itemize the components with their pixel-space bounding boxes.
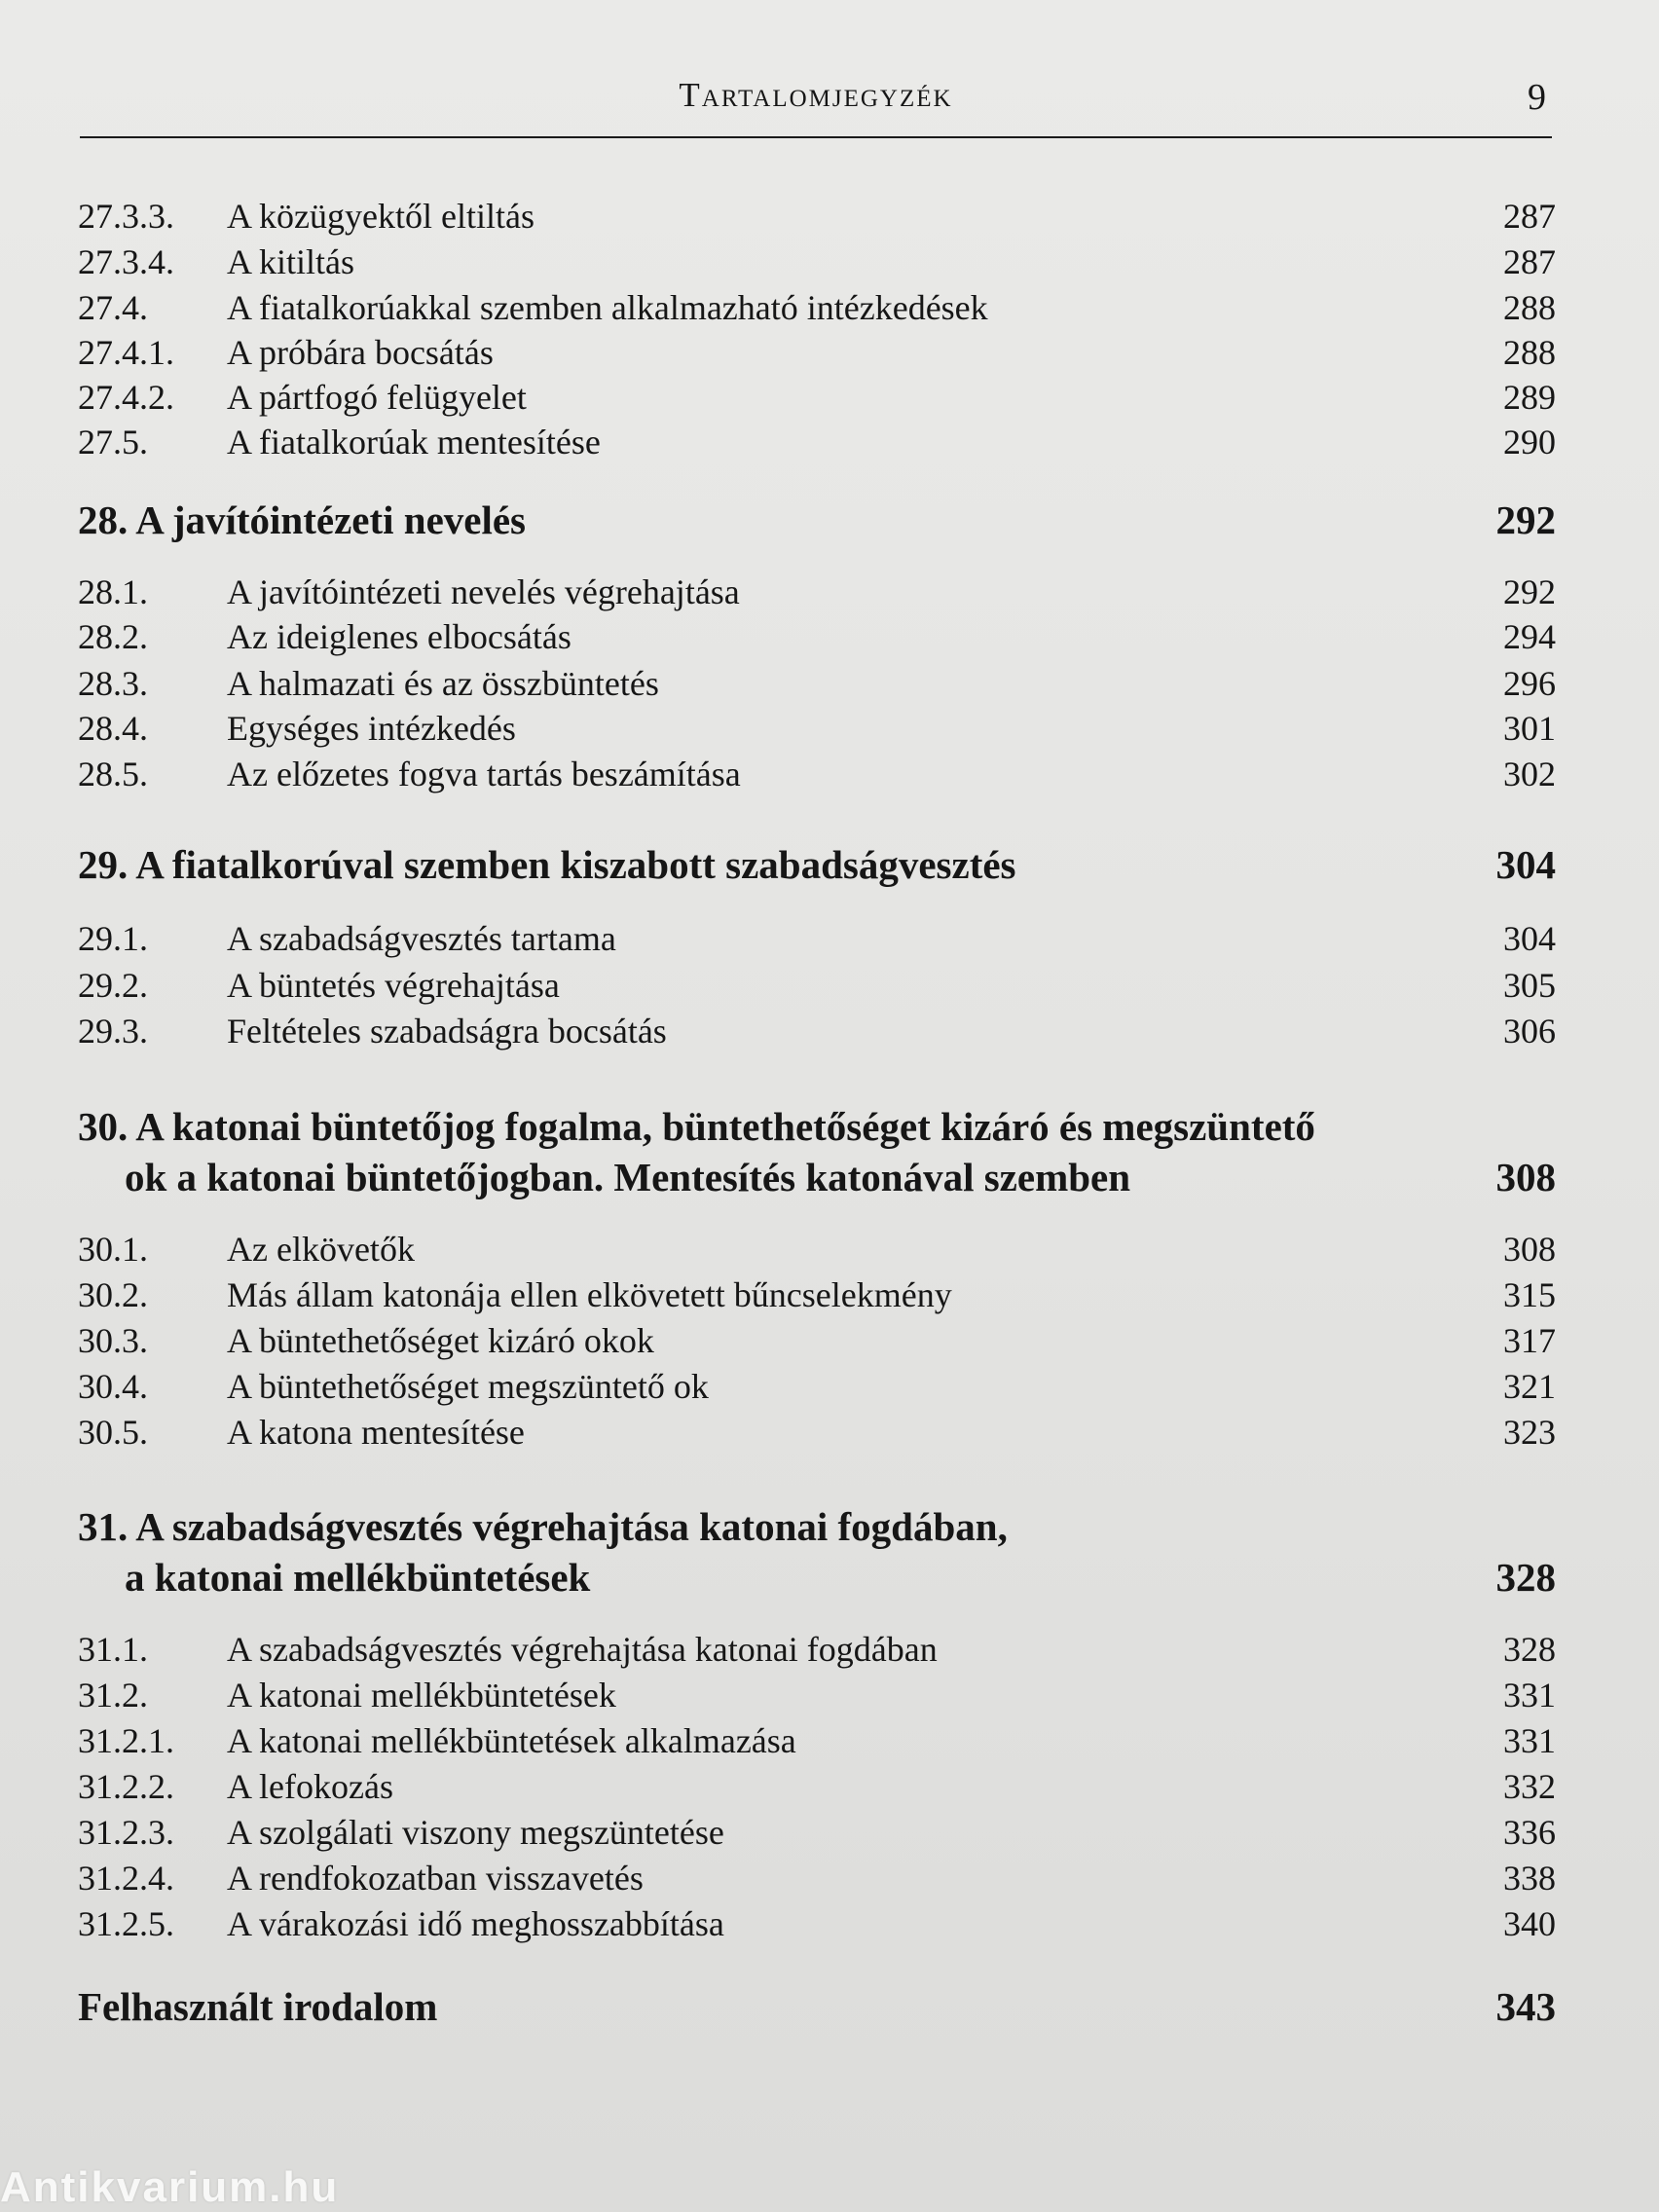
section-page-number: 292 [1503, 572, 1556, 611]
section-number: 28.2. [78, 617, 148, 656]
toc-entry [76, 962, 1556, 1009]
section-number: 27.3.4. [78, 242, 174, 281]
section-page-number: 331 [1503, 1721, 1556, 1760]
chapter-heading [76, 1981, 1556, 2032]
section-number: 27.3.3. [78, 197, 174, 236]
section-title: A szabadságvesztés tartama [227, 919, 616, 958]
chapter-title-continued: a katonai mellékbüntetések [125, 1555, 591, 1600]
running-header [78, 76, 1554, 125]
section-title: A büntethetőséget megszüntető ok [227, 1367, 709, 1406]
toc-entry [76, 1272, 1556, 1318]
toc-entry [76, 1226, 1556, 1272]
section-number: 30.1. [78, 1230, 148, 1269]
section-title: Az előzetes fogva tartás beszámítása [227, 755, 741, 793]
section-title: A katonai mellékbüntetések alkalmazása [227, 1721, 796, 1760]
section-number: 27.4.2. [78, 378, 174, 417]
chapter-heading [76, 1501, 1556, 1603]
chapter-heading [76, 1101, 1556, 1202]
section-page-number: 287 [1503, 197, 1556, 236]
section-page-number: 296 [1503, 664, 1556, 703]
section-page-number: 331 [1503, 1676, 1556, 1714]
section-title: Feltételes szabadságra bocsátás [227, 1012, 667, 1051]
section-number: 30.2. [78, 1275, 148, 1314]
section-page-number: 306 [1503, 1012, 1556, 1051]
section-title: Egységes intézkedés [227, 709, 516, 748]
chapter-page-number: 343 [1495, 1984, 1556, 2029]
section-title: A lefokozás [227, 1767, 393, 1806]
section-title: A várakozási idő meghosszabbítása [227, 1904, 724, 1943]
section-number: 30.3. [78, 1321, 148, 1360]
toc-entry [76, 1900, 1556, 1947]
section-page-number: 340 [1503, 1904, 1556, 1943]
section-title: A szabadságvesztés végrehajtása katonai fogdában [227, 1630, 938, 1669]
toc-entry [76, 1008, 1556, 1054]
section-title: A közügyektől eltiltás [227, 197, 535, 236]
section-title: A szolgálati viszony megszüntetése [227, 1813, 724, 1852]
section-title: A fiatalkorúak mentesítése [227, 423, 601, 461]
toc-entry [76, 419, 1556, 465]
section-page-number: 288 [1503, 333, 1556, 372]
section-number: 27.5. [78, 423, 148, 461]
section-page-number: 323 [1503, 1413, 1556, 1452]
section-page-number: 288 [1503, 288, 1556, 327]
section-title: A próbára bocsátás [227, 333, 494, 372]
section-number: 30.4. [78, 1367, 148, 1406]
section-number: 31.2.3. [78, 1813, 174, 1852]
section-title: Az ideiglenes elbocsátás [227, 617, 571, 656]
chapter-heading [76, 839, 1556, 890]
page-number: 9 [1528, 77, 1546, 118]
chapter-title: 31. A szabadságvesztés végrehajtása katonai fogdában, [78, 1504, 1008, 1549]
toc-entry [76, 1763, 1556, 1810]
section-page-number: 304 [1503, 919, 1556, 958]
toc-entry [76, 239, 1556, 285]
toc-entry [76, 1317, 1556, 1364]
toc-entry [76, 1409, 1556, 1456]
watermark: Antikvarium.hu [0, 2163, 340, 2211]
section-number: 31.2.4. [78, 1859, 174, 1898]
section-page-number: 302 [1503, 755, 1556, 793]
toc-entry [76, 374, 1556, 421]
section-page-number: 308 [1503, 1230, 1556, 1269]
chapter-page-number: 292 [1495, 498, 1556, 542]
section-title: Más állam katonája ellen elkövetett bűncselekmény [227, 1275, 952, 1314]
toc-entry [76, 569, 1556, 615]
section-title: A javítóintézeti nevelés végrehajtása [227, 572, 740, 611]
toc-entry [76, 660, 1556, 707]
chapter-title-continued: ok a katonai büntetőjogban. Mentesítés katonával szemben [125, 1155, 1131, 1199]
section-number: 31.1. [78, 1630, 148, 1669]
section-title: A fiatalkorúakkal szemben alkalmazható intézkedések [227, 288, 988, 327]
section-page-number: 305 [1503, 966, 1556, 1005]
toc-entry [76, 193, 1556, 240]
section-number: 28.4. [78, 709, 148, 748]
toc-entry [76, 329, 1556, 376]
toc-entry [76, 915, 1556, 962]
section-page-number: 317 [1503, 1321, 1556, 1360]
section-page-number: 332 [1503, 1767, 1556, 1806]
section-page-number: 328 [1503, 1630, 1556, 1669]
toc-entry [76, 284, 1556, 331]
section-title: Az elkövetők [227, 1230, 415, 1269]
section-title: A büntetés végrehajtása [227, 966, 560, 1005]
section-number: 29.3. [78, 1012, 148, 1051]
section-number: 28.5. [78, 755, 148, 793]
section-number: 30.5. [78, 1413, 148, 1452]
section-number: 29.2. [78, 966, 148, 1005]
section-number: 28.1. [78, 572, 148, 611]
section-title: A katonai mellékbüntetések [227, 1676, 616, 1714]
section-title: A pártfogó felügyelet [227, 378, 527, 417]
chapter-page-number: 328 [1495, 1555, 1556, 1600]
section-number: 31.2.2. [78, 1767, 174, 1806]
section-number: 31.2.5. [78, 1904, 174, 1943]
section-number: 27.4. [78, 288, 148, 327]
section-page-number: 290 [1503, 423, 1556, 461]
chapter-heading [76, 495, 1556, 545]
section-number: 31.2. [78, 1676, 148, 1714]
toc-entry [76, 1717, 1556, 1764]
section-page-number: 289 [1503, 378, 1556, 417]
chapter-title: Felhasznált irodalom [78, 1984, 438, 2029]
toc-entry [76, 751, 1556, 797]
section-page-number: 321 [1503, 1367, 1556, 1406]
chapter-title: 29. A fiatalkorúval szemben kiszabott szabadságvesztés [78, 842, 1016, 887]
section-title: A büntethetőséget kizáró okok [227, 1321, 654, 1360]
section-number: 31.2.1. [78, 1721, 174, 1760]
section-title: A halmazati és az összbüntetés [227, 664, 659, 703]
toc-entry [76, 1855, 1556, 1901]
chapter-page-number: 304 [1495, 842, 1556, 887]
section-number: 27.4.1. [78, 333, 174, 372]
section-page-number: 287 [1503, 242, 1556, 281]
toc-entry [76, 1809, 1556, 1856]
toc-entry [76, 613, 1556, 660]
toc-entry [76, 1363, 1556, 1410]
toc-entry [76, 1626, 1556, 1673]
running-title: Tartalomjegyzék [679, 76, 953, 114]
section-page-number: 336 [1503, 1813, 1556, 1852]
section-page-number: 338 [1503, 1859, 1556, 1898]
chapter-title: 30. A katonai büntetőjog fogalma, büntethetőséget kizáró és megszüntető [78, 1104, 1315, 1149]
toc-entry [76, 1672, 1556, 1718]
header-rule [80, 136, 1552, 138]
section-page-number: 315 [1503, 1275, 1556, 1314]
section-title: A katona mentesítése [227, 1413, 525, 1452]
section-number: 29.1. [78, 919, 148, 958]
toc-entry [76, 705, 1556, 752]
chapter-title: 28. A javítóintézeti nevelés [78, 498, 527, 542]
section-page-number: 301 [1503, 709, 1556, 748]
section-number: 28.3. [78, 664, 148, 703]
section-page-number: 294 [1503, 617, 1556, 656]
section-title: A kitiltás [227, 242, 355, 281]
chapter-page-number: 308 [1495, 1155, 1556, 1199]
section-title: A rendfokozatban visszavetés [227, 1859, 644, 1898]
